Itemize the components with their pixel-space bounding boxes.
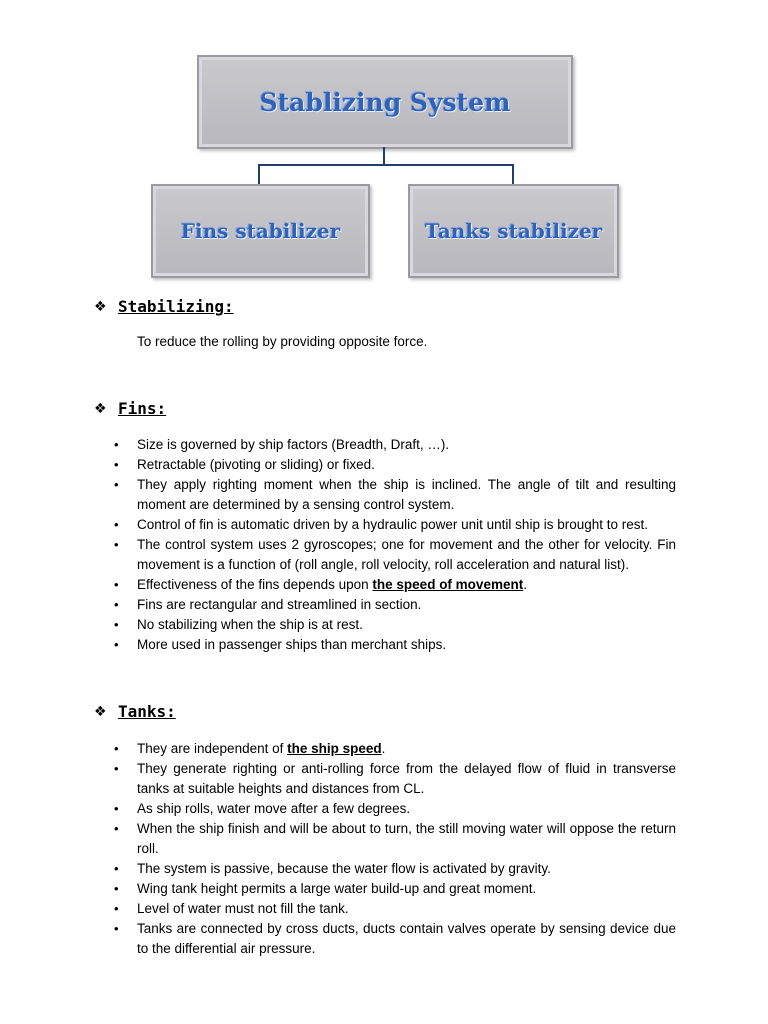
list-item: • Fins are rectangular and streamlined in section. — [110, 595, 676, 615]
list-item: • They generate righting or anti-rolling force from the delayed flow of fluid in transverse tanks at suitable heights and distances from CL. — [110, 759, 676, 799]
fins-list — [110, 435, 676, 655]
list-item: • They apply righting moment when the ship is inclined. The angle of tilt and resulting moment are determined by a sensing control system. — [110, 475, 676, 515]
diamond-bullet-icon: ❖ — [94, 400, 107, 417]
tanks-list — [110, 739, 676, 959]
diagram-root-box — [197, 55, 573, 149]
list-item — [110, 575, 676, 595]
fins-title: Fins: — [118, 399, 167, 418]
list-item: • The system is passive, because the water flow is activated by gravity. — [110, 859, 676, 879]
emphasis-text: the ship speed — [287, 741, 382, 756]
diagram-tanks-label: Tanks stabilizer — [424, 219, 603, 243]
diagram-tanks-box — [408, 184, 619, 278]
stabilizing-heading — [94, 297, 234, 316]
list-item: • Wing tank height permits a large water build-up and great moment. — [110, 879, 676, 899]
item-text: Effectiveness of the fins depends upon — [137, 577, 373, 592]
fins-heading — [94, 399, 166, 418]
diagram-root-label: Stablizing System — [259, 87, 511, 117]
tanks-title: Tanks: — [118, 702, 176, 721]
list-item: • As ship rolls, water move after a few degrees. — [110, 799, 676, 819]
list-item: • More used in passenger ships than merchant ships. — [110, 635, 676, 655]
list-item: • The control system uses 2 gyroscopes; one for movement and the other for velocity. Fin movement is a function of (roll angle, roll velocity, roll acceleration and natural list). — [110, 535, 676, 575]
connector-horizontal — [258, 164, 514, 166]
diamond-bullet-icon: ❖ — [94, 703, 107, 720]
list-item: • Retractable (pivoting or sliding) or fixed. — [110, 455, 676, 475]
diamond-bullet-icon: ❖ — [94, 298, 107, 315]
list-item: • Level of water must not fill the tank. — [110, 899, 676, 919]
stabilizing-text: To reduce the rolling by providing opposite force. — [137, 334, 428, 349]
list-item: • Tanks are connected by cross ducts, ducts contain valves operate by sensing device due to the differential air pressure. — [110, 919, 676, 959]
connector-left-drop — [258, 164, 260, 184]
tanks-heading — [94, 702, 176, 721]
emphasis-text: the speed of movement — [372, 577, 524, 592]
item-text: . — [523, 577, 527, 592]
list-item: • Control of fin is automatic driven by a hydraulic power unit until ship is brought to rest. — [110, 515, 676, 535]
list-item: • No stabilizing when the ship is at rest. — [110, 615, 676, 635]
list-item: • When the ship finish and will be about to turn, the still moving water will oppose the return roll. — [110, 819, 676, 859]
connector-right-drop — [512, 164, 514, 184]
diagram-fins-label: Fins stabilizer — [180, 219, 341, 243]
list-item — [110, 739, 676, 759]
diagram-fins-box — [151, 184, 370, 278]
connector-vertical — [383, 147, 385, 165]
list-item: • Size is governed by ship factors (Breadth, Draft, …). — [110, 435, 676, 455]
item-text: . — [381, 741, 386, 756]
stabilizing-title: Stabilizing: — [118, 297, 234, 316]
item-text: They are independent of — [137, 741, 288, 756]
